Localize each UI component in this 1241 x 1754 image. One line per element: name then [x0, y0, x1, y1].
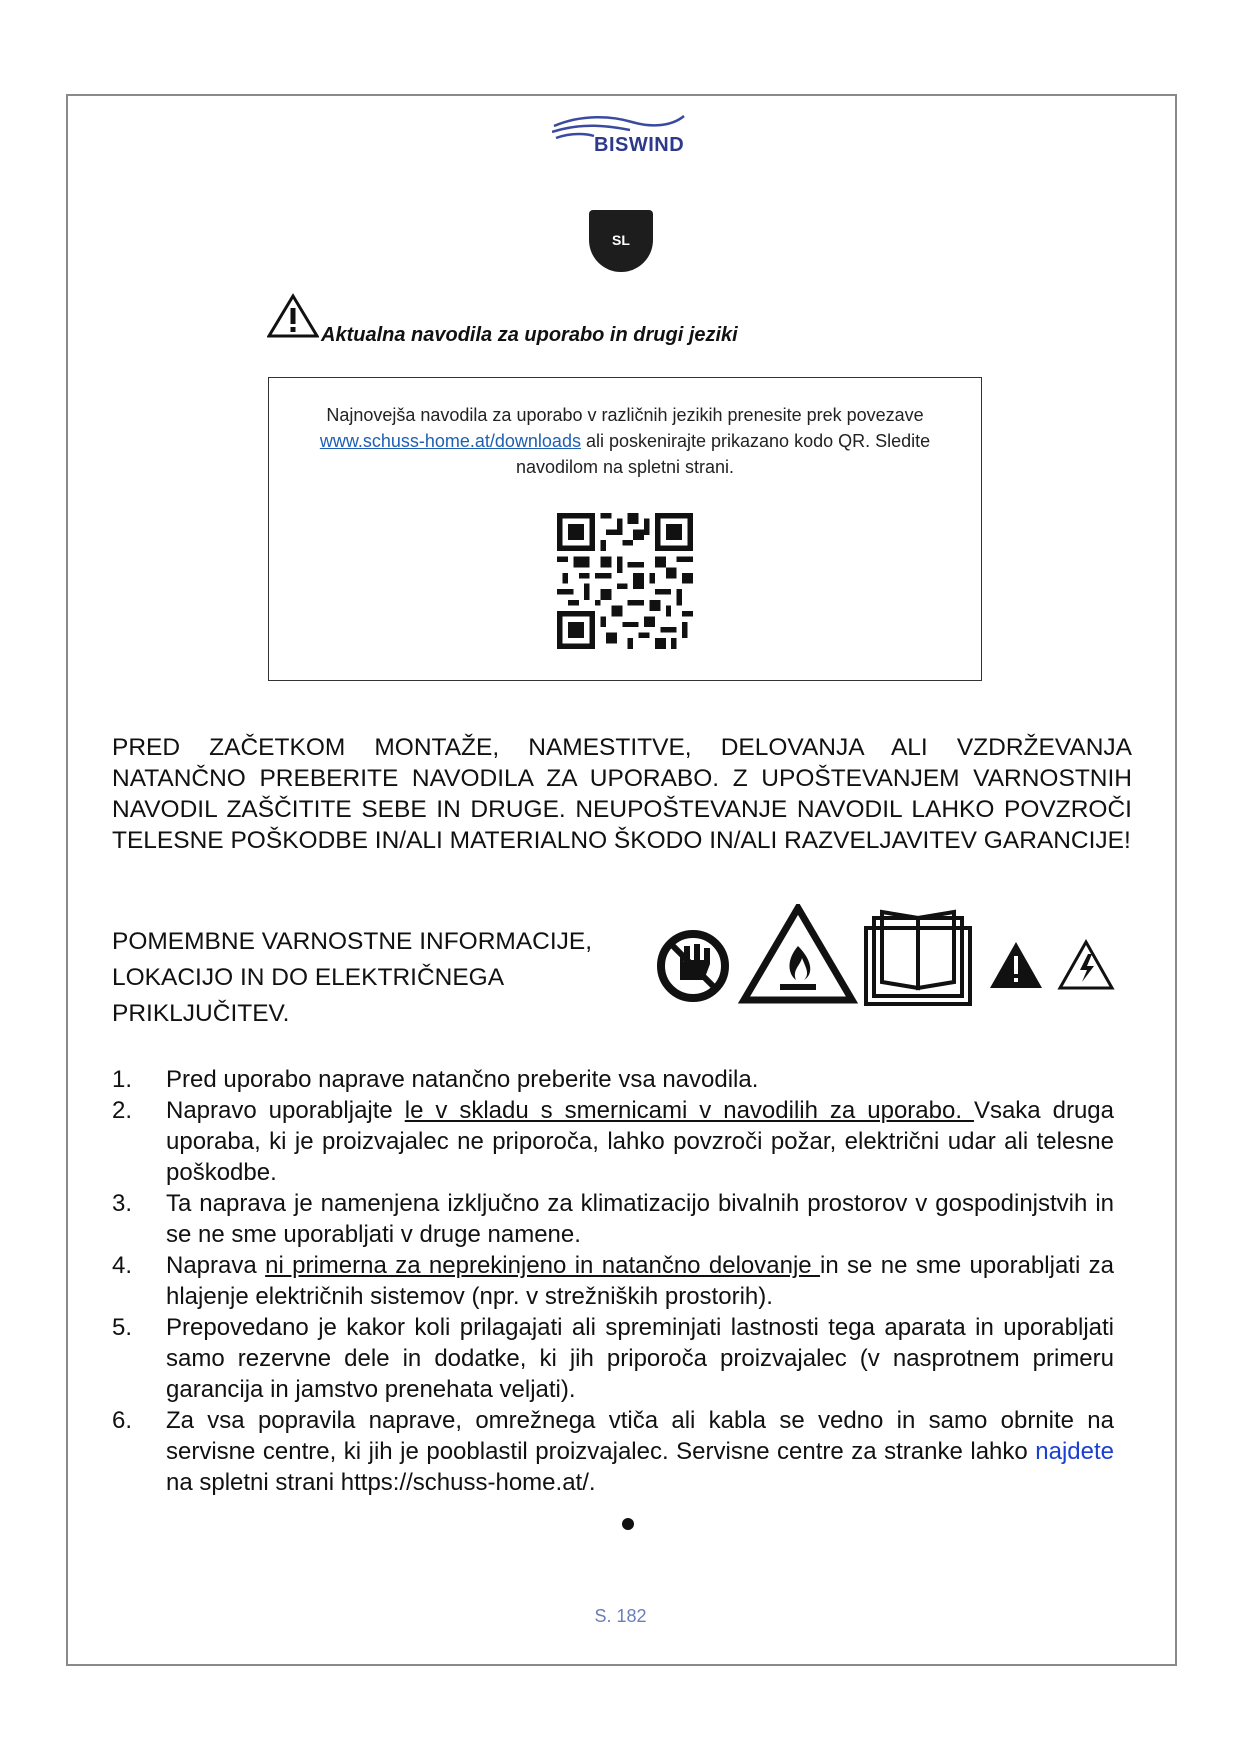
item-number: 1.: [112, 1066, 133, 1093]
item-text: Pred uporabo naprave natančno preberite vsa navodila.: [166, 1066, 759, 1093]
warning-triangle-icon: [267, 293, 319, 339]
page-number: S. 182: [594, 1606, 647, 1626]
list-item: [112, 1095, 1114, 1188]
flammable-warning-icon: [744, 908, 852, 1000]
item-text: Prepovedano je kakor koli prilagajati ali spreminjati lastnosti tega aparata in uporabljati samo rezervne dele in dodatke, ki jih priporoča proizvajalec (v nasprotnem primeru garancija in jamstvo prenehata veljati).: [166, 1314, 1114, 1403]
main-warning-text: PRED ZAČETKOM MONTAŽE, NAMESTITVE, DELOVANJA ALI VZDRŽEVANJA NATANČNO PREBERITE NAVODILA ZA UPORABO. Z UPOŠTEVANJEM VARNOSTNIH NAVODIL ZAŠČITITE SEBE IN DRUGE. NEUPOŠTEVANJE NAVODIL LAHKO POVZROČI TELESNE POŠKODBE IN/ALI MATERIALNO ŠKODO IN/ALI RAZVELJAVITEV GARANCIJE!: [112, 734, 1132, 854]
qr-code-icon[interactable]: [557, 513, 693, 649]
section-title: Aktualna navodila za uporabo in drugi jeziki: [321, 324, 738, 346]
item-text-pre: Za vsa popravila naprave, omrežnega vtiča ali kabla se vedno in samo obrnite na servisne centre, ki jih je pooblastil proizvajalec. Servisne centre za stranke lahko: [166, 1407, 1114, 1465]
brand-name: BISWIND: [594, 134, 685, 156]
general-warning-icon: [990, 942, 1042, 988]
item-text-post: in se ne sme uporabljati za hlajenje električnih sistemov (npr. v strežniških prostorih).: [166, 1252, 1114, 1310]
safety-icons: [656, 904, 1156, 1014]
download-instructions: [269, 402, 981, 480]
list-item: [112, 1405, 1114, 1498]
instructions-line-2: ali poskenirajte prikazano kodo QR. Sledite: [580, 431, 931, 451]
downloads-link[interactable]: www.schuss-home.at/downloads: [319, 431, 581, 451]
item-text: Ta naprava je namenjena izključno za klimatizacijo bivalnih prostorov v gospodinjstvih in se ne sme uporabljati v druge namene.: [166, 1190, 1114, 1248]
language-badge: SL: [589, 210, 653, 272]
bullet-dot: [622, 1518, 634, 1530]
electric-hazard-icon: [1060, 942, 1112, 988]
item-text-post: na spletni strani https://schuss-home.at/.: [166, 1469, 596, 1496]
no-touch-icon: [661, 934, 725, 998]
find-link-text[interactable]: najdete: [1035, 1438, 1114, 1465]
item-number: 2.: [112, 1097, 133, 1124]
list-item: [112, 1250, 1114, 1312]
list-item: [112, 1064, 1114, 1095]
list-item: [112, 1188, 1114, 1250]
instructions-line-1: Najnovejša navodila za uporabo v različnih jezikih prenesite prek povezave: [326, 405, 924, 425]
item-number: 6.: [112, 1407, 133, 1434]
safety-heading-line-1: POMEMBNE VARNOSTNE INFORMACIJE,: [112, 928, 593, 955]
download-info-box: [268, 377, 982, 681]
item-text-underlined: le v skladu s smernicami v navodilih za uporabo.: [404, 1097, 974, 1124]
safety-heading-line-2: LOKACIJO IN DO ELEKTRIČNEGA: [112, 964, 505, 991]
read-manual-icon: [866, 912, 970, 1004]
item-text-underlined: ni primerna za neprekinjeno in natančno delovanje: [265, 1252, 821, 1279]
item-text-pre: Napravo uporabljajte: [166, 1097, 405, 1124]
item-number: 3.: [112, 1190, 133, 1217]
item-text-pre: Naprava: [166, 1252, 266, 1279]
safety-heading: [112, 924, 652, 1032]
safety-instructions-list: [112, 1064, 1114, 1498]
instructions-line-3: navodilom na spletni strani.: [515, 457, 735, 477]
list-item: [112, 1312, 1114, 1405]
item-number: 4.: [112, 1252, 133, 1279]
item-number: 5.: [112, 1314, 133, 1341]
item-text-post: Vsaka druga uporaba, ki je proizvajalec ne priporoča, lahko povzroči požar, električni udar ali telesne poškodbe.: [166, 1097, 1114, 1186]
safety-heading-line-3: PRIKLJUČITEV.: [112, 1000, 290, 1027]
